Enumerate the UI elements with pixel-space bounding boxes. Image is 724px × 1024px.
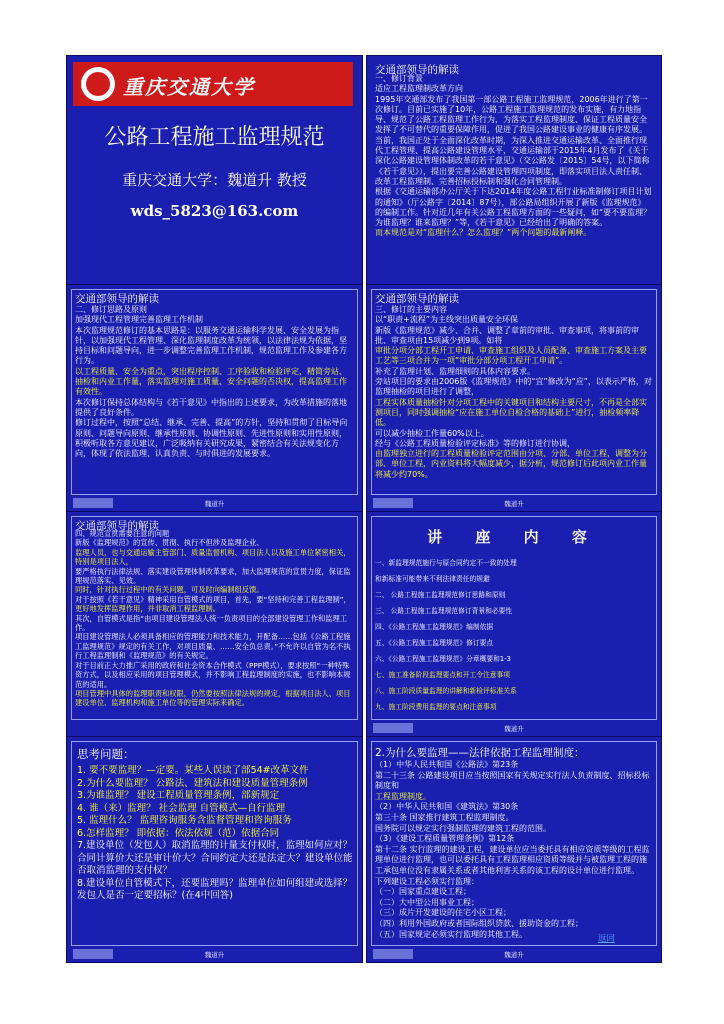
text-line: 三、修订的主要内容 bbox=[375, 305, 447, 314]
text-line: （二）大中型公用事业工程； bbox=[375, 897, 479, 907]
text-line: （1）中华人民共和国《公路法》第23条 bbox=[375, 760, 519, 769]
text-line: 适应工程监理制改革方向 bbox=[375, 84, 463, 94]
text-line: （四）利用外国政府或者国际组织贷款、援助资金的工程； bbox=[375, 918, 583, 928]
slide-footer bbox=[367, 497, 661, 509]
toc-list bbox=[375, 552, 655, 719]
slide-footer bbox=[367, 948, 661, 960]
slide-title bbox=[66, 55, 363, 285]
slide-title: 交通部领导的解读 bbox=[375, 293, 459, 305]
text-line: 工程实体质量抽检针对分项工程中的关键项目和结构主要尺寸，不再是全部实测项目，同时强调抽检“应在施工单位自检合格的基础上”进行，抽检频率降低。 bbox=[375, 397, 647, 428]
text-line: 要严格执行法律法规、落实建设管理体制改革要求，加大监理规范的宣贯力度，保证监理规范落实、见效。 bbox=[75, 566, 351, 586]
text-line: 合同计算价大还是审计价大？合同约定大还是法定大？建设单位能否取消监理的支付权？ bbox=[77, 852, 353, 876]
text-line: 当前，我国正处于全面深化改革时期，为深入推进交通运输改革、全面推行现代工程管理、提高公路建设管理水平，交通运输部于2015年4月发布了《关于深化公路建设管理体制改革的若干意见》（交公路发〔2015〕54号，以下简称《若干意见》），提出要完善公路建设管理四项制度，即落实项目法人责任制、改革工程监理制、完善招标投标制和强化合同管理制。 bbox=[375, 135, 650, 186]
text-line: 本次监理规范修订的基本思路是：以服务交通运输科学发展、安全发展为指针，以加强现代工程管理、深化监理制度改革为统领，以法律法规为依据，坚持目标和问题导向，进一步调整完善监理工作机制，规范监理工作及参建各方行为。 bbox=[75, 325, 347, 366]
slide-footer bbox=[67, 497, 362, 509]
text-line: 工程监理制度。 bbox=[375, 791, 431, 801]
text-line: 第二十三条 公路建设项目应当按照国家有关规定实行法人负责制度、招标投标制度和 bbox=[375, 770, 650, 791]
text-line: 第十二条 实行监理的建设工程，建设单位应当委托具有相应资质等级的工程监理单位进行监理，也可以委托具有工程监理相应资质等级并与被监理工程的施工承包单位没有隶属关系或者其他利害关系的该工程的设计单位进行监理。 bbox=[375, 844, 650, 875]
text-line: 旁站项目的要求由2006版《监理规范》中的“宜”修改为“应”，以表示严格，对监理抽检的项目进行了调整， bbox=[375, 377, 652, 397]
slide-footer bbox=[67, 948, 362, 960]
text-line: 下列建设工程必须实行监理： bbox=[375, 876, 479, 886]
text-line: （五）国家规定必须实行监理的其他工程。 bbox=[375, 929, 527, 939]
text-line: 加强现代工程管理完善监理工作机制 bbox=[75, 315, 203, 325]
text-line: 7.建设单位（发包人）取消监理的计量支付权时，监理如何应对？ bbox=[77, 840, 353, 851]
text-line: 三、 公路工程施工监理规范修订背景和必要性 bbox=[375, 606, 513, 615]
university-name: 重庆交通大学 bbox=[123, 75, 255, 99]
slide-principles bbox=[66, 284, 363, 512]
text-line: 监理人员，也与交通运输主管部门、质量监督机构、项目法人以及施工单位紧密相关，特别是项目法人， bbox=[75, 547, 351, 567]
text-line: 八、施工阶段质量监理的讲解和新检评标准关系 bbox=[375, 687, 517, 696]
university-logo-bar bbox=[73, 62, 353, 106]
footer-author: 魏道升 bbox=[204, 951, 225, 959]
text-line: 六、《公路工程施工监理规范》分章概要和1-3 bbox=[375, 655, 511, 664]
text-line: 8.建设单位自管模式下，还要监理吗？监理单位如何组建或选择？ 发包人是否一定要招标？(在4中回答) bbox=[77, 877, 353, 901]
text-line: 二、修订思路及原则 bbox=[75, 305, 147, 314]
text-line: （2）中华人民共和国《建筑法》第30条 bbox=[375, 802, 519, 812]
text-line: 新版《监理规范》减少、合并、调整了章前的审批、审查事项，将事前的审批、审查项由15项减少到9项。如将 bbox=[375, 325, 639, 345]
text-line: 6.怎样监理？ 即依据：依法依规（范）依据合同 bbox=[77, 827, 280, 839]
footer-author: 魏道升 bbox=[204, 500, 225, 508]
text-line: 修订过程中，按照“总结、继承、完善、提高”的方针，坚持和贯彻了目标导向原则、问题导向原则、继承性原则、协调性原则、先进性原则和实用性原则，积极听取各方意见建议，广泛吸纳有关研究成果，紧密结合有关法规变化方向，体现了依法监理、认真负责、与时俱进的发展要求。 bbox=[75, 418, 348, 459]
text-line: 七、施工准备阶段监理要点和开工令注意事项 bbox=[375, 671, 511, 680]
text-line: 经与《公路工程质量检验评定标准》等的修订进行协调， bbox=[375, 438, 575, 448]
text-line: 可以减少抽检工作量60%以上。 bbox=[375, 428, 489, 438]
slide-body bbox=[375, 760, 653, 940]
text-line: 3.为谁监理？ 建设工程质量管理条例，部新规定 bbox=[77, 790, 280, 801]
slide-body bbox=[75, 529, 354, 708]
text-line: 四、规范宣贯需要注意的问题 bbox=[75, 529, 170, 538]
slide-title: 交通部领导的解读 bbox=[75, 520, 159, 532]
text-line: 以工程质量、安全为重点，突出程序控制、工序验收和检验评定，精简旁站、抽检和内业工作量，落实监理对施工质量、安全问题的否决权，提高监理工作有效性。 bbox=[75, 366, 347, 397]
text-line: 同时，针对执行过程中的有关问题，可及时向编制组反馈。 bbox=[75, 585, 264, 595]
slide-notes bbox=[66, 511, 363, 737]
text-line: 新版《监理规范》的宣传、贯彻、执行不但涉及监理企业、 bbox=[75, 538, 264, 548]
text-line: 本次修订保持总体结构与《若干意见》中指出的上述要求，为改革措施的落地提供了良好条件。 bbox=[75, 397, 347, 417]
text-line: 九、施工阶段费用监理的要点和注意事项 bbox=[375, 703, 497, 712]
author-email: wds_5823@163.com bbox=[130, 202, 299, 220]
toc-heading: 讲 座 内 容 bbox=[427, 528, 601, 546]
text-line: 根据《交通运输部办公厅关于下达2014年度公路工程行业标准制修订项目计划的通知》（厅公路字〔2014〕87号），部公路局组织开展了新版《监理规范》的编制工作。针对近几年有关公路工程监理方面的一些疑问，如“要不要监理？为谁监理？谁来监理？”等，《若干意见》已经给出了明确的答案。 bbox=[375, 187, 652, 228]
slide-body bbox=[75, 305, 354, 459]
text-line: 1995年交通部发布了我国第一部公路工程施工监理规范，2006年进行了第一次修订。目前已实施了10年，公路工程施工监理规范的发布实施，有力地指导、规范了公路工程监理工作行为，为落实工程监理制度、保证工程质量安全发挥了不可替代的重要保障作用，促进了我国公路建设事业的健康有序发展。 bbox=[375, 94, 648, 135]
slide-questions bbox=[66, 736, 363, 963]
text-line: 4. 谁（来）监理？ 社会监理 自管模式—自行监理 bbox=[77, 802, 286, 814]
text-line: 国务院可以规定实行强制监理的建筑工程的范围。 bbox=[375, 823, 551, 833]
slide-toc bbox=[366, 511, 662, 737]
text-line: （3）《建设工程质量管理条例》第12条 bbox=[375, 834, 515, 844]
text-line: 更好地发挥监理作用，并非取消工程监理制。 bbox=[75, 604, 221, 614]
slide-title: 交通部领导的解读 bbox=[75, 293, 159, 305]
slide-title: 2.为什么要监理——法律依据工程监理制度： bbox=[375, 747, 585, 759]
text-line: 四、《公路工程施工监理规范》编制依据 bbox=[375, 622, 494, 631]
text-line: 对于按照《若干意见》精神采用自管模式的项目，首先，要“坚持和完善工程监理制”， bbox=[75, 594, 351, 604]
text-line: 项目建设管理法人必须具备相应的管理能力和技术能力，开配备……包括《公路工程施工监理规范》规定的有关工作，对项目质量、……安全负总责。”不允许以自管为名不执行工程监理制和《监理规范》的有关规定。 bbox=[75, 632, 351, 661]
text-line: 一、修订背景 bbox=[375, 74, 423, 83]
university-seal-icon bbox=[81, 67, 115, 101]
slide-footer bbox=[367, 722, 661, 734]
text-line: 二、 公路工程施工监理规范修订思路和原则 bbox=[375, 590, 506, 599]
text-line: 补充了监理计划、监理细则的具体内容要求。 bbox=[375, 366, 535, 376]
text-line: 以“职责+流程”为主线突出质量安全环保 bbox=[375, 315, 518, 325]
text-line: 第三十条 国家推行建筑工程监理制度。 bbox=[375, 812, 514, 822]
text-line: 5. 监理什么？ 监理咨询服务含监督管理和咨询服务 bbox=[77, 815, 292, 826]
slide-title: 思考问题： bbox=[77, 747, 135, 761]
author-line: 重庆交通大学：魏道升 教授 bbox=[122, 171, 307, 189]
text-line: 对于目前正大力推广采用的政府和社会资本合作模式（PPP模式），要求按照“一种特殊资方式，以及相应采用的项目管理模式，并不影响工程监理制度的实施，也不影响本规范的适用。 bbox=[75, 660, 351, 689]
footer-author: 魏道升 bbox=[504, 725, 524, 733]
slide-body bbox=[375, 305, 653, 480]
slide-title: 交通部领导的解读 bbox=[375, 64, 459, 76]
text-line: 其次，自管模式是指“由项目建设管理法人统一负责项目的全部建设管理工作和监理工作。 bbox=[75, 613, 348, 633]
text-line: 一、新监理规范施行与原合同约定不一致的处理 bbox=[375, 558, 517, 567]
slide-background bbox=[366, 55, 662, 285]
slide-body bbox=[375, 74, 653, 239]
presentation-title: 公路工程施工监理规范 bbox=[104, 125, 325, 150]
text-line: 2.为什么要监理？ 公路法、建筑法和建设质量管理条例 bbox=[77, 777, 308, 789]
back-link[interactable]: 返回 bbox=[597, 934, 615, 944]
question-list bbox=[77, 765, 354, 903]
text-line: （一）国家重点建设工程； bbox=[375, 887, 471, 897]
text-line: 而本规范是对“监理什么？怎么监理？”两个问题的最新阐释。 bbox=[375, 228, 592, 238]
text-line: 审批分项分部工程开工申请、审查施工组织及人员配备、审查施工方案及主要工艺等三项合并为一项“审批分部分项工程开工申请”。 bbox=[375, 346, 647, 366]
footer-author: 魏道升 bbox=[504, 951, 524, 959]
slide-main-content bbox=[366, 284, 662, 512]
text-line: （三）成片开发建设的住宅小区工程； bbox=[375, 908, 511, 918]
slide-legal-basis bbox=[366, 736, 662, 963]
text-line: 项目管理中具体的监理职责和权限，仍然要按照法律法规的规定，根据项目法人、项目建设单位、监理机构和施工单位等的管理实际来确定。 bbox=[75, 688, 351, 708]
text-line: 1. 要不要监理？—定要。某些人误读了部54#改革文件 bbox=[77, 765, 309, 776]
text-line: 由监理独立进行的工程质量检验评定范围由分项、分部、单位工程，调整为分部、单位工程，内业资料将大幅度减少，据分析，规范修订后此项内业工作量将减少约70%。 bbox=[375, 449, 647, 479]
text-line: 和新标准可能带来不利法律责任的规避 bbox=[375, 574, 490, 583]
text-line: 五、《公路工程施工监理规范》修订要点 bbox=[375, 638, 494, 647]
footer-author: 魏道升 bbox=[504, 500, 524, 508]
